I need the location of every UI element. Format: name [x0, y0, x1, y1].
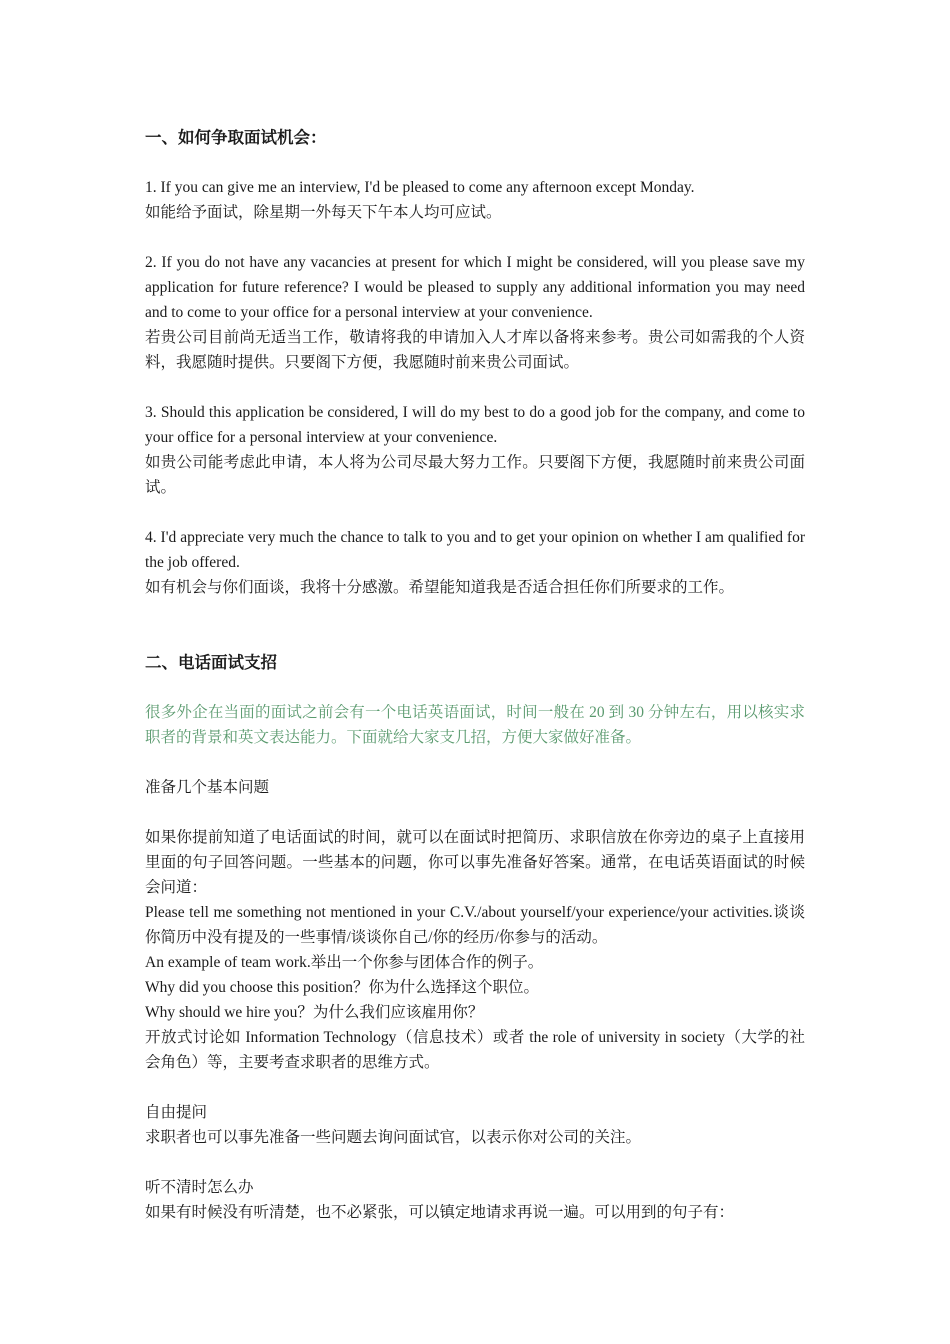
subsection-title-free-questions: 自由提问 — [145, 1104, 208, 1121]
item1-english: 1. If you can give me an interview, I'd be pleased to come any afternoon except Monday. — [145, 179, 695, 196]
item1-chinese: 如能给予面试，除星期一外每天下午本人均可应试。 — [145, 204, 502, 221]
subsection-body-basic-questions: 如果你提前知道了电话面试的时间，就可以在面试时把简历、求职信放在你旁边的桌子上直接用里面的句子回答问题。一些基本的问题，你可以事先准备好答案。通常，在电话英语面试的时候会问道： — [145, 829, 805, 896]
item4-chinese: 如有机会与你们面谈，我将十分感激。希望能知道我是否适合担任你们所要求的工作。 — [145, 579, 735, 596]
subsection-title-unclear: 听不清时怎么办 — [145, 1179, 254, 1196]
question-item: Why did you choose this position？你为什么选择这个职位。 — [145, 979, 539, 996]
item3-english: 3. Should this application be considered, I will do my best to do a good job for the company, and come to your office for a personal interview at your convenience. — [145, 404, 805, 446]
item2-english: 2. If you do not have any vacancies at present for which I might be considered, will you please save my application for future reference? I would be pleased to supply any additional information you may need and to come to your office for a personal interview at your convenience. — [145, 254, 805, 321]
section2-heading: 二、电话面试支招 — [145, 653, 277, 672]
item2-chinese: 若贵公司目前尚无适当工作，敬请将我的申请加入人才库以备将来参考。贵公司如需我的个人资料，我愿随时提供。只要阁下方便，我愿随时前来贵公司面试。 — [145, 329, 805, 371]
section1-heading: 一、如何争取面试机会： — [145, 128, 327, 147]
section2-intro: 很多外企在当面的面试之前会有一个电话英语面试，时间一般在 20 到 30 分钟左右，用以核实求职者的背景和英文表达能力。下面就给大家支几招，方便大家做好准备。 — [145, 704, 805, 746]
question-item: Why should we hire you？为什么我们应该雇用你？ — [145, 1004, 484, 1021]
question-item: An example of team work.举出一个你参与团体合作的例子。 — [145, 954, 544, 971]
item4-english: 4. I'd appreciate very much the chance to talk to you and to get your opinion on whether I am qualified for the job offered. — [145, 529, 805, 571]
document-page — [145, 0, 805, 1225]
question-item: Please tell me something not mentioned in your C.V./about yourself/your experience/your activities.谈谈你简历中没有提及的一些事情/谈谈你自己/你的经历/你参与的活动。 — [145, 904, 805, 946]
question-item: 开放式讨论如 Information Technology（信息技术）或者 the role of university in society（大学的社会角色）等，主要考查求职者的思维方式。 — [145, 1029, 805, 1071]
item3-chinese: 如贵公司能考虑此申请，本人将为公司尽最大努力工作。只要阁下方便，我愿随时前来贵公司面试。 — [145, 454, 805, 496]
subsection-title-basic-questions: 准备几个基本问题 — [145, 779, 270, 796]
subsection-body-free-questions: 求职者也可以事先准备一些问题去询问面试官，以表示你对公司的关注。 — [145, 1129, 642, 1146]
subsection-body-unclear: 如果有时候没有听清楚，也不必紧张，可以镇定地请求再说一遍。可以用到的句子有： — [145, 1204, 735, 1221]
